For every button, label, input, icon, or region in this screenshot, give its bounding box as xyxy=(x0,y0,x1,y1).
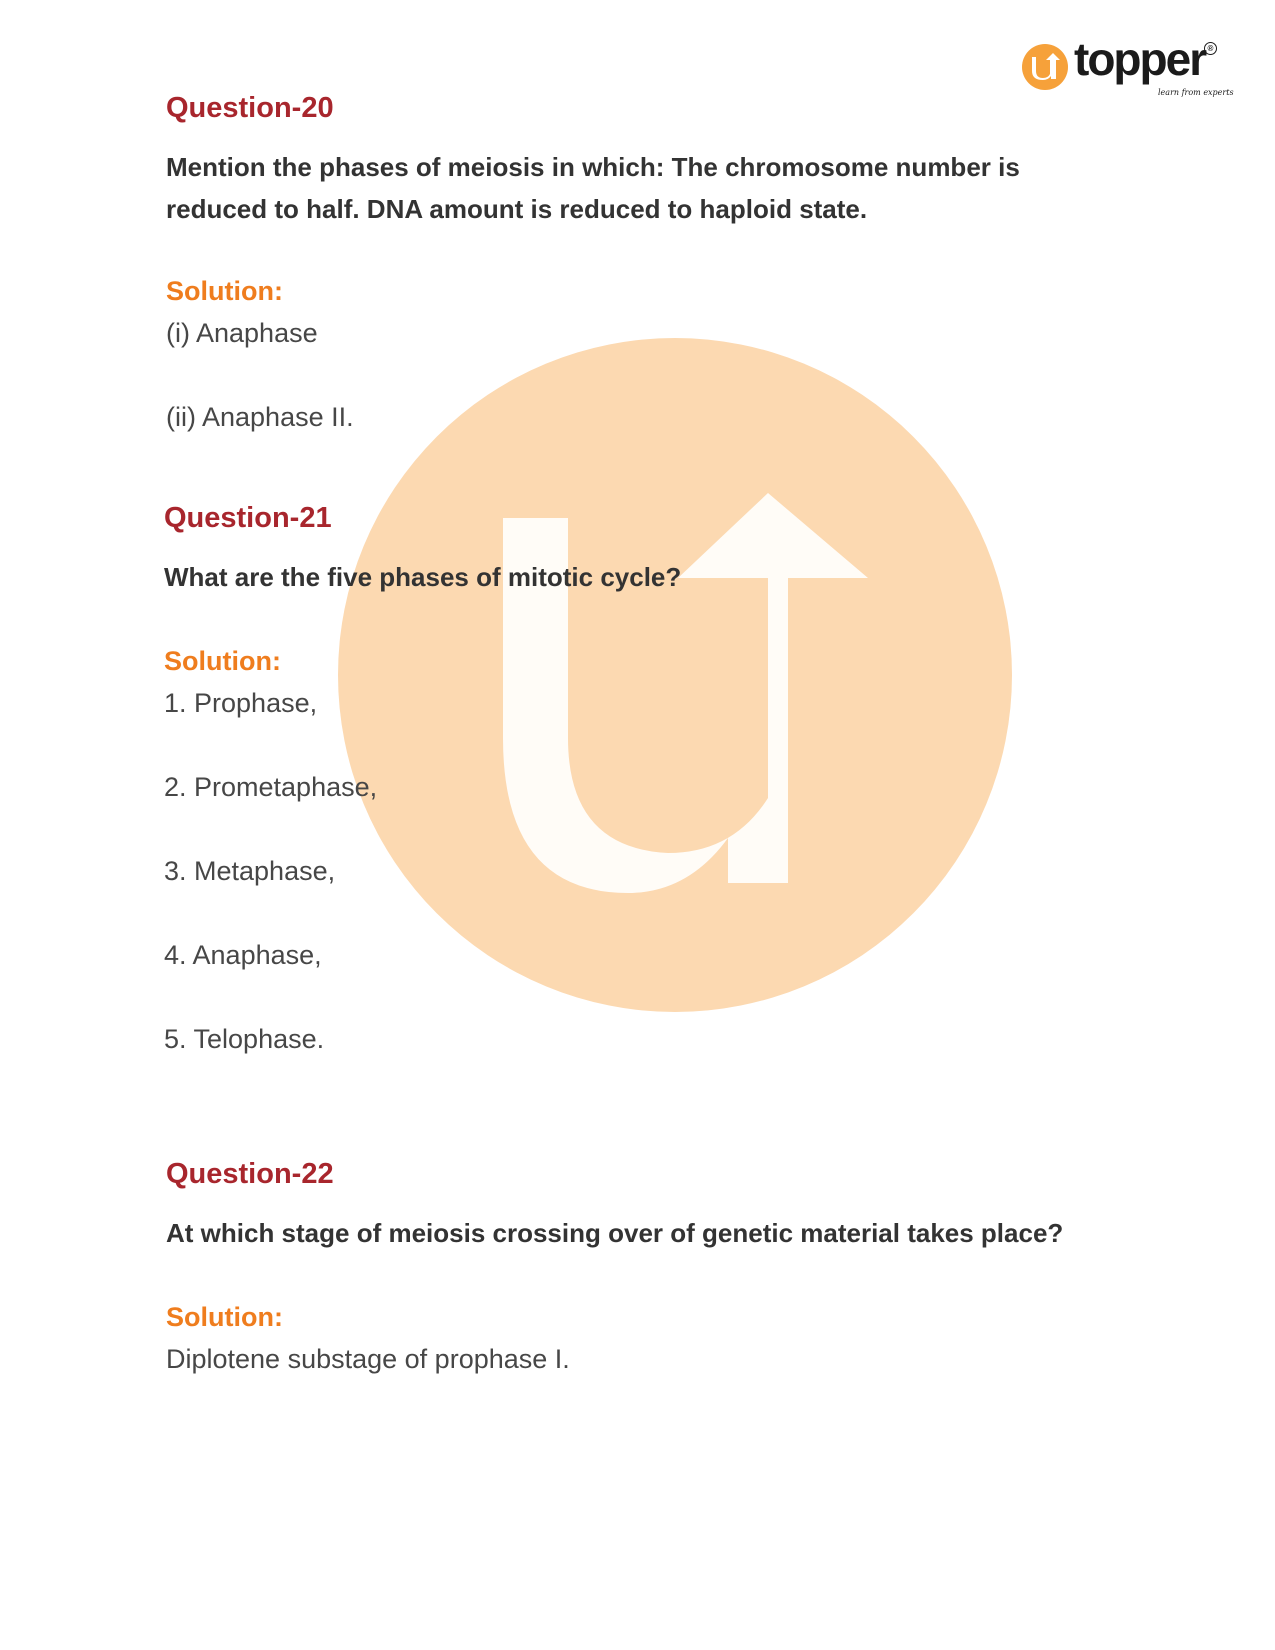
question-21-answer-1: 1. Prophase, xyxy=(164,688,318,718)
topper-logo xyxy=(1022,33,1234,104)
question-20-answer-2: (ii) Anaphase II. xyxy=(166,402,354,432)
question-20-answer-1: (i) Anaphase xyxy=(166,318,318,348)
question-21-text: What are the five phases of mitotic cycle? xyxy=(164,562,682,592)
question-21-solution-label: Solution: xyxy=(164,646,281,676)
question-21-answer-2: 2. Prometaphase, xyxy=(164,772,378,802)
logo-brand-name: topper xyxy=(1074,33,1206,85)
question-22-answer-1: Diplotene substage of prophase I. xyxy=(166,1344,570,1374)
question-21-title: Question-21 xyxy=(164,502,332,534)
logo-tagline: learn from experts xyxy=(1158,88,1234,97)
question-20-title: Question-20 xyxy=(166,92,334,124)
registered-mark: ® xyxy=(1204,42,1217,55)
topper-logo-icon xyxy=(1022,44,1068,90)
question-20-text-line-2: reduced to half. DNA amount is reduced to haploid state. xyxy=(166,194,868,224)
question-22-title: Question-22 xyxy=(166,1158,334,1190)
question-21-answer-5: 5. Telophase. xyxy=(164,1024,325,1054)
question-22-solution-label: Solution: xyxy=(166,1302,283,1332)
question-22-text: At which stage of meiosis crossing over of genetic material takes place? xyxy=(166,1218,1064,1248)
question-21-answer-4: 4. Anaphase, xyxy=(164,940,322,970)
question-20-text-line-1: Mention the phases of meiosis in which: The chromosome number is xyxy=(166,152,1020,182)
question-20-solution-label: Solution: xyxy=(166,276,283,306)
question-21-answer-3: 3. Metaphase, xyxy=(164,856,336,886)
